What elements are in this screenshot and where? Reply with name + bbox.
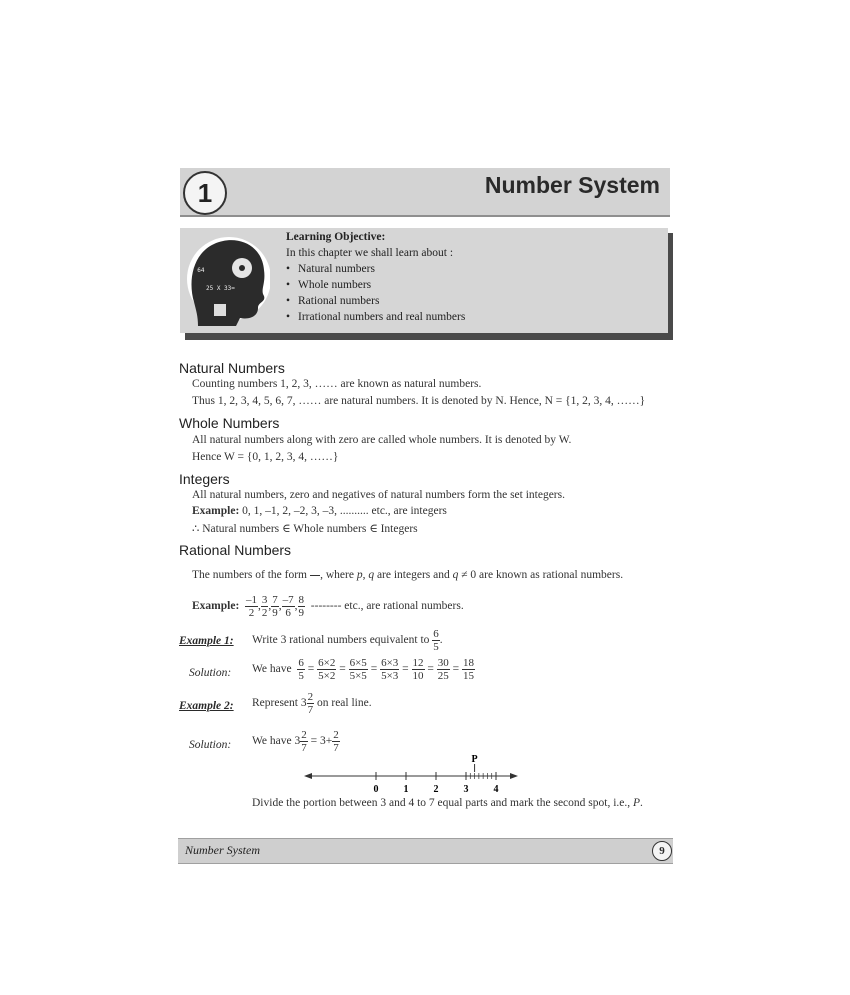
right-arrow-icon — [510, 773, 518, 779]
example-1-solution-label: Solution: — [189, 667, 232, 679]
tick-label: 0 — [373, 784, 379, 794]
learning-objective-text — [286, 229, 465, 325]
fraction: $\frac{3}{2}$ — [261, 594, 268, 619]
example-2-solution-label: Solution: — [189, 739, 232, 751]
learning-objective-list — [286, 261, 465, 325]
natural-line-2: Thus 1, 2, 3, 4, 5, 6, 7, …… are natural numbers. It is denoted by N. Hence, N = {1, 2, 3, 4, ……} — [192, 395, 646, 407]
fraction: $\frac{6}{5}$ — [298, 657, 304, 682]
list-item: • Natural numbers — [286, 263, 375, 275]
fraction: $\frac{6\times 2}{5\times 2}$ — [318, 657, 336, 682]
svg-text:√ 64: √ 64 — [190, 267, 205, 274]
heading-integers: Integers — [179, 471, 230, 487]
integers-line-1: All natural numbers, zero and negatives of natural numbers form the set integers. — [192, 489, 565, 501]
tick-label: 4 — [493, 784, 499, 794]
whole-line-1: All natural numbers along with zero are called whole numbers. It is denoted by W. — [192, 434, 572, 446]
example-2-label: Example 2: — [179, 700, 234, 712]
rational-definition: The numbers of the form , where p, q are integers and q ≠ 0 are known as rational numbers. — [192, 563, 623, 588]
list-item: • Whole numbers — [286, 279, 372, 291]
fraction: $\frac{12}{10}$ — [412, 657, 424, 682]
heading-natural-numbers: Natural Numbers — [179, 360, 285, 376]
fraction: $\frac{6\times 3}{5\times 3}$ — [381, 657, 399, 682]
left-arrow-icon — [304, 773, 312, 779]
tick-label: 1 — [403, 784, 409, 794]
chapter-title: Number System — [484, 172, 660, 198]
learning-objective-intro: In this chapter we shall learn about : — [286, 247, 454, 259]
integers-line-3: ∴ Natural numbers ∈ Whole numbers ∈ Integers — [192, 523, 418, 535]
example-2-question: Represent 3 $\frac{2}{7}$ on real line. — [252, 691, 372, 716]
page-number: 9 — [652, 841, 672, 861]
head-silhouette-image — [184, 232, 270, 326]
fraction: $\frac{8}{9}$ — [298, 594, 305, 619]
fraction: $\frac{7}{9}$ — [272, 594, 278, 619]
list-item: • Rational numbers — [286, 295, 380, 307]
example-2-solution: We have 3 $\frac{2}{7}$ = 3+ $\frac{2}{7}$ — [252, 729, 339, 754]
chapter-number: 1 — [183, 171, 227, 215]
number-line — [300, 752, 530, 794]
fraction: $\frac{18}{15}$ — [463, 657, 475, 682]
heading-rational-numbers: Rational Numbers — [179, 542, 292, 558]
point-p-label: P — [471, 754, 478, 765]
footer-title: Number System — [185, 843, 260, 857]
example-2-conclusion: Divide the portion between 3 and 4 to 7 equal parts and mark the second spot, i.e., P. — [252, 797, 643, 809]
whole-line-2: Hence W = {0, 1, 2, 3, 4, ……} — [192, 451, 339, 463]
tick-label: 3 — [463, 784, 469, 794]
fraction-p-over-q — [310, 563, 320, 588]
example-1-label: Example 1: — [179, 635, 234, 647]
list-item: • Irrational numbers and real numbers — [286, 311, 466, 323]
integers-example: Example: 0, 1, –1, 2, –2, 3, –3, .......... etc., are integers — [192, 505, 447, 517]
svg-text:25 X 33=: 25 X 33= — [206, 285, 235, 292]
heading-whole-numbers: Whole Numbers — [179, 415, 280, 431]
learning-objective-title: Learning Objective: — [286, 231, 386, 243]
tick-label: 2 — [433, 784, 439, 794]
rational-example-fractions: $\frac{-1}{2}$ , $\frac{3}{2}$ , $\frac{7}{9}$ , $\frac{-7}{6}$ , $\frac{8}{9}$ — [246, 594, 305, 619]
equivalent-fraction-chain: $\frac{6}{5}$ = $\frac{6\times 2}{5\times 2}$ = $\frac{6\times 5}{5\times 5}$ = $\frac{6\times 3}{5\times 3}$ = $\frac{12}{10}$ = $\frac{30}{25}$ = $\frac{18}{15}$ — [298, 657, 475, 682]
natural-line-1: Counting numbers 1, 2, 3, …… are known as natural numbers. — [192, 378, 482, 390]
example-1-solution: We have $\frac{6}{5}$ = $\frac{6\times 2}{5\times 2}$ = $\frac{6\times 5}{5\times 5}$ = $\frac{6\times 3}{5\times 3}$ = $\frac{12}{10}$ = $\frac{30}{25}$ = $\frac{18}{15}$ — [252, 657, 475, 682]
fraction: $\frac{6\times 5}{5\times 5}$ — [349, 657, 367, 682]
fraction: $\frac{-1}{2}$ — [246, 594, 258, 619]
example-1-question: Write 3 rational numbers equivalent to $\frac{6}{5}$ . — [252, 628, 443, 653]
fraction: $\frac{30}{25}$ — [437, 657, 449, 682]
fraction: $\frac{-7}{6}$ — [282, 594, 294, 619]
number-line-ticks — [374, 772, 499, 794]
rational-example: Example: $\frac{-1}{2}$ , $\frac{3}{2}$ , $\frac{7}{9}$ , $\frac{-7}{6}$ , $\frac{8}{9}$ -------- etc., are rational numbers. — [192, 594, 464, 619]
